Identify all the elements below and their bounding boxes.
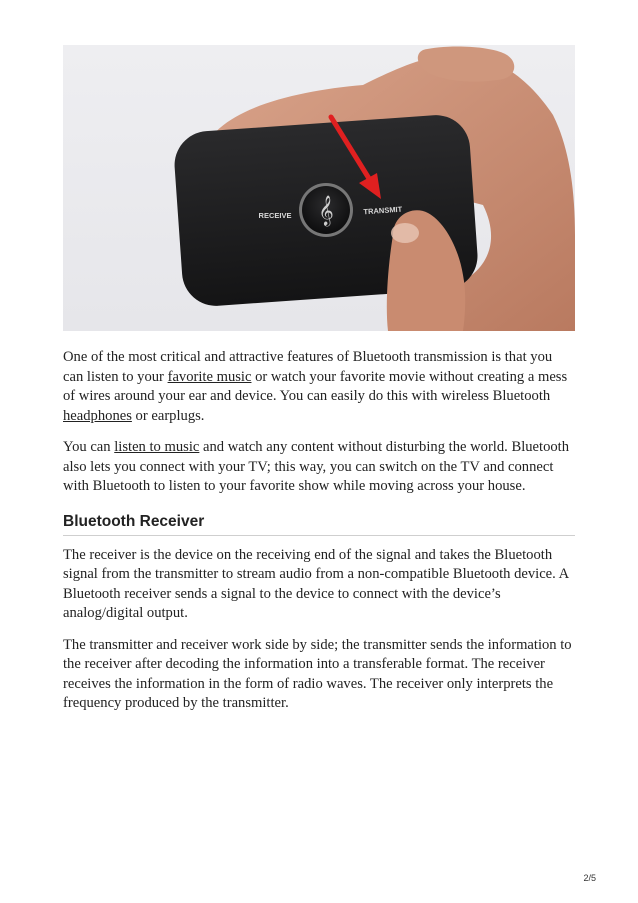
- page-number: 2/5: [583, 873, 596, 883]
- bluetooth-device-illustration: [63, 45, 575, 331]
- device-label-transmit: TRANSMIT: [363, 204, 403, 217]
- treble-clef-icon: 𝄞: [318, 196, 334, 226]
- product-photo: [63, 45, 575, 331]
- paragraph-text: You can: [63, 439, 115, 455]
- link-headphones[interactable]: headphones: [63, 407, 132, 424]
- paragraph-listen: [63, 438, 575, 497]
- paragraph-text: or watch your favorite movie without creating a mess of wires around your ear and device. You can easily do this with wireless Bluetooth: [63, 368, 568, 404]
- article-body: [63, 348, 575, 726]
- device-label-receive: RECEIVE: [258, 211, 292, 220]
- link-listen-to-music[interactable]: listen to music: [114, 439, 200, 455]
- link-favorite-music[interactable]: favorite music: [167, 368, 252, 385]
- paragraph-text: and watch any content without disturbing the world. Bluetooth also lets you connect with your TV; this way, you can switch on the TV and connect with Bluetooth to listen to your favorite show while moving across your house.: [63, 439, 570, 494]
- section-heading-bluetooth-receiver: Bluetooth Receiver: [63, 513, 575, 536]
- paragraph-text: or earplugs.: [131, 407, 205, 424]
- paragraph-transmitter-receiver: The transmitter and receiver work side by side; the transmitter sends the information to the receiver after decoding the information into a transferable format. The receiver receives the information in the form of radio waves. The receiver only interprets the frequency produced by the transmitter.: [63, 636, 572, 711]
- paragraph-receiver-definition: The receiver is the device on the receiving end of the signal and takes the Bluetooth signal from the transmitter to stream audio from a non-compatible Bluetooth device. A Bluetooth receiver sends a signal to the device to connect with the device’s analog/digital output.: [63, 546, 569, 621]
- paragraph-text: One of the most critical and attractive features of Bluetooth transmission is that you can listen to your: [63, 349, 553, 385]
- paragraph-intro: [63, 348, 575, 426]
